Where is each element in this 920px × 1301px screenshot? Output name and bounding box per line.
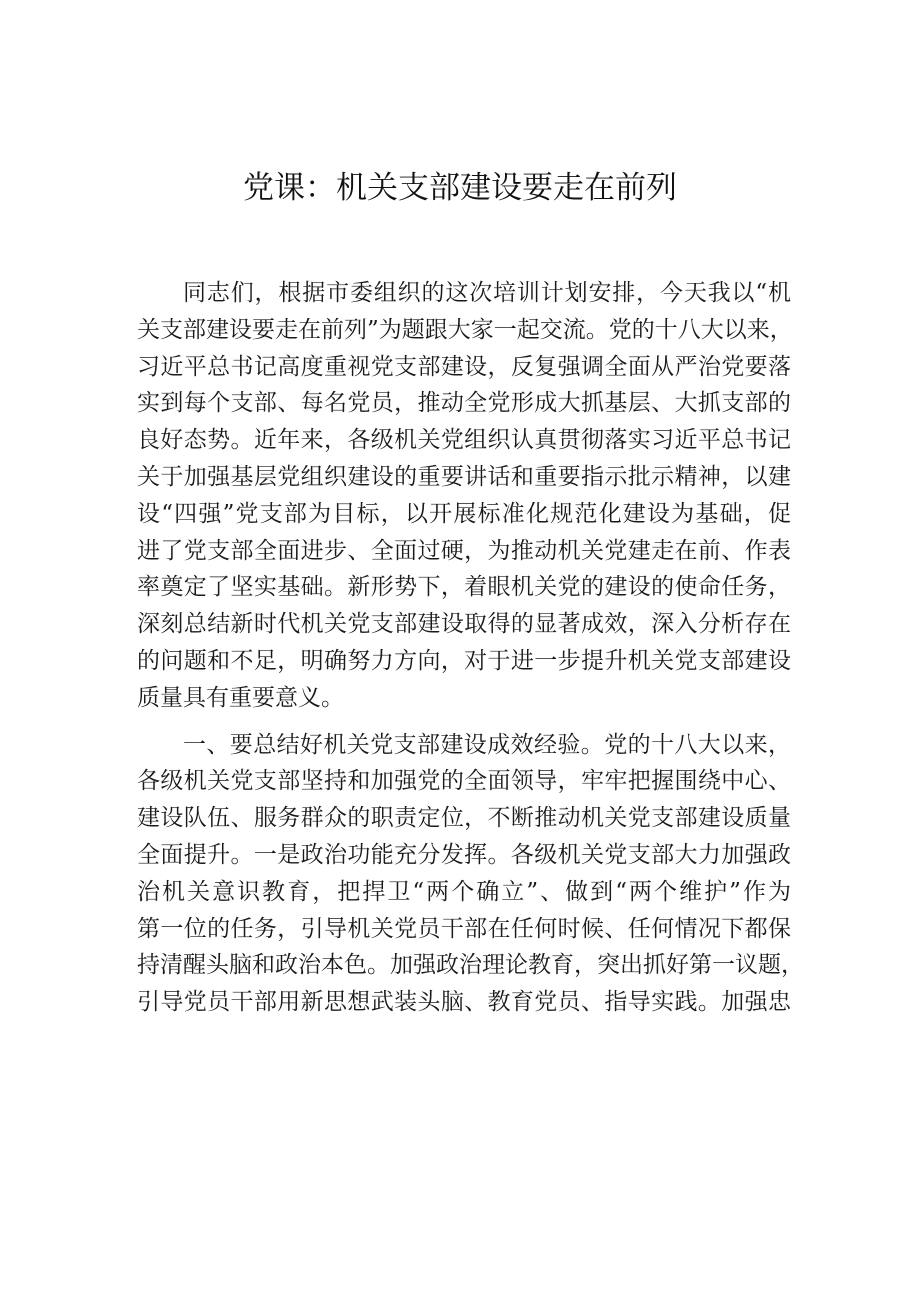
- text-line: 习近平总书记高度重视党支部建设，反复强调全面从严治党要落: [137, 353, 791, 380]
- text-line: 率奠定了坚实基础。新形势下，着眼机关党的建设的使命任务，: [137, 574, 791, 601]
- text-line: 引导党员干部用新思想武装头脑、教育党员、指导实践。加强忠: [137, 989, 791, 1016]
- text-line: 实到每个支部、每名党员，推动全党形成大抓基层、大抓支部的: [137, 390, 791, 417]
- paragraph-intro: [137, 275, 791, 717]
- text-line: 良好态势。近年来，各级机关党组织认真贯彻落实习近平总书记: [137, 427, 791, 454]
- text-line: 的问题和不足，明确努力方向，对于进一步提升机关党支部建设: [137, 647, 791, 674]
- text-line: 全面提升。一是政治功能充分发挥。各级机关党支部大力加强政: [137, 841, 791, 868]
- paragraph-section-one: [137, 727, 804, 1021]
- text-line: 关支部建设要走在前列”为题跟大家一起交流。党的十八大以来，: [137, 316, 793, 343]
- document-body: [137, 275, 804, 1021]
- text-line: 设“四强”党支部为目标，以开展标准化规范化建设为基础，促: [137, 500, 791, 527]
- text-line: 同志们，根据市委组织的这次培训计划安排，今天我以“机: [183, 280, 791, 306]
- text-line: 建设队伍、服务群众的职责定位，不断推动机关党支部建设质量: [137, 805, 791, 832]
- document-title: 党课：机关支部建设要走在前列: [243, 170, 677, 206]
- text-line: 深刻总结新时代机关党支部建设取得的显著成效，深入分析存在: [137, 611, 791, 638]
- text-line: 治机关意识教育，把捍卫“两个确立”、做到“两个维护”作为: [137, 878, 791, 905]
- text-line: 持清醒头脑和政治本色。加强政治理论教育，突出抓好第一议题，: [137, 952, 804, 979]
- text-line: 各级机关党支部坚持和加强党的全面领导，牢牢把握围绕中心、: [137, 768, 791, 795]
- text-line: 一、要总结好机关党支部建设成效经验。党的十八大以来，: [183, 731, 791, 758]
- text-line: 关于加强基层党组织建设的重要讲话和重要指示批示精神，以建: [137, 463, 791, 490]
- text-line: 进了党支部全面进步、全面过硬，为推动机关党建走在前、作表: [137, 537, 791, 564]
- text-line: 第一位的任务，引导机关党员干部在任何时候、任何情况下都保: [137, 915, 791, 942]
- text-line: 质量具有重要意义。: [137, 684, 344, 711]
